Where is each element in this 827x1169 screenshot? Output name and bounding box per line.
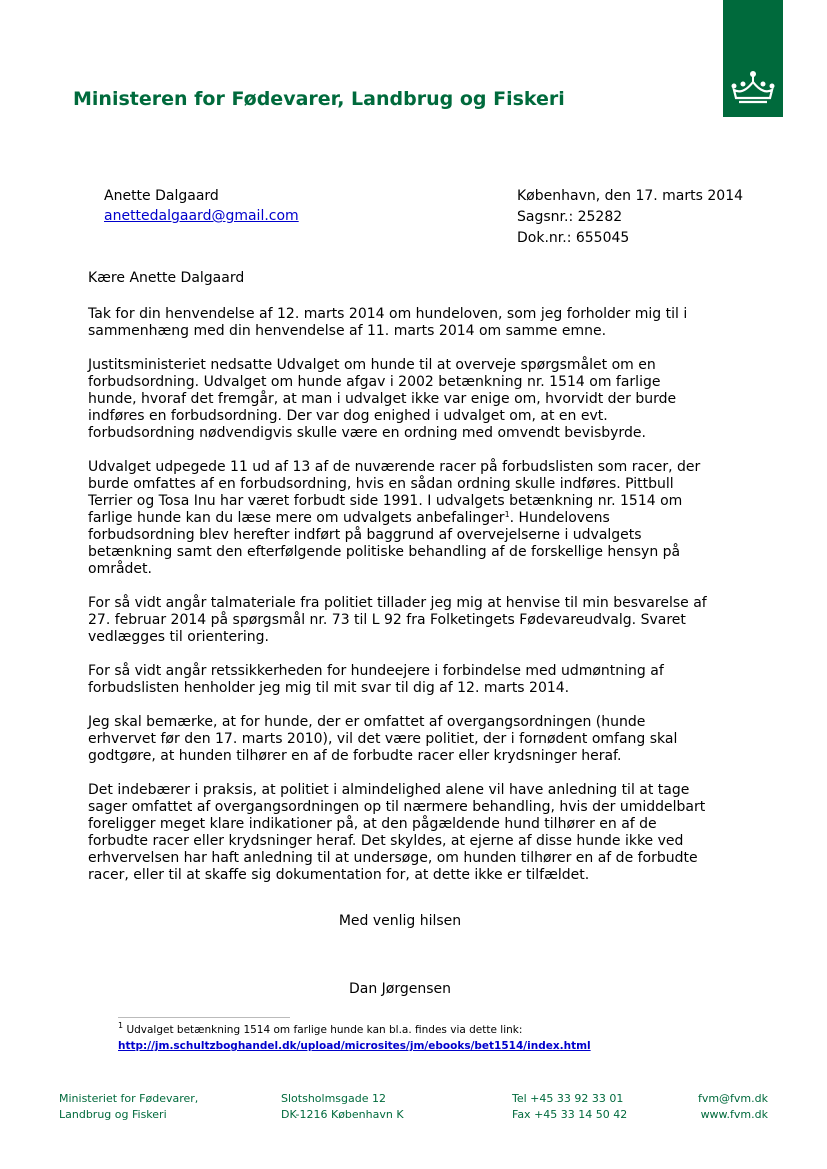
salutation: Kære Anette Dalgaard <box>88 270 245 286</box>
paragraph-1: Tak for din henvendelse af 12. marts 2014 om hundeloven, som jeg forholder mig til i sammenhæng med din henvendelse af 11. marts 2014 om samme emne. <box>88 306 688 339</box>
paragraph-7: Det indebærer i praksis, at politiet i almindelighed alene vil have anledning til at tage sager omfattet af overgangsordningen op til nærmere behandling, hvis der umiddelbart foreligger meget klare indikationer på, at den pågældende hund tilhører en af de forbudte racer eller krydsninger heraf. Det skyldes, at ejerne af disse hunde ikke ved erhvervelsen har haft anledning til at undersøge, om hunden tilhører en af de forbudte racer, eller til at skaffe sig dokumentation for, at dette ikke er tilfældet. <box>88 782 706 883</box>
footnote-divider <box>118 1017 290 1018</box>
footer-phone <box>512 1091 627 1123</box>
footer-fax: Fax +45 33 14 50 42 <box>512 1108 628 1121</box>
ministry-title: Ministeren for Fødevarer, Landbrug og Fiskeri <box>73 88 565 110</box>
case-number: Sagsnr.: 25282 <box>517 209 623 225</box>
footer-street: Slotsholmsgade 12 <box>281 1092 386 1105</box>
paragraph-6: Jeg skal bemærke, at for hunde, der er omfattet af overgangsordningen (hunde erhvervet før den 17. marts 2010), vil det være politiet, der i fornødent omfang skal godtgøre, at hunden tilhører en af de forbudte racer eller krydsninger heraf. <box>88 714 678 764</box>
paragraph-3 <box>88 459 713 578</box>
ministry-logo-block <box>723 0 783 117</box>
recipient-email-link[interactable]: anettedalgaard@gmail.com <box>104 208 299 224</box>
footer-organization <box>59 1091 198 1123</box>
letter-meta <box>517 186 743 249</box>
closing: Med venlig hilsen <box>338 913 462 929</box>
footnote-text: Udvalget betænkning 1514 om farlige hunde kan bl.a. findes via dette link: <box>126 1024 523 1036</box>
place-date: København, den 17. marts 2014 <box>517 188 744 204</box>
signatory: Dan Jørgensen <box>348 981 452 997</box>
crown-icon <box>728 68 778 108</box>
footer-org-line-1: Ministeriet for Fødevarer, <box>59 1092 199 1105</box>
footer-city: DK-1216 København K <box>281 1108 404 1121</box>
footnote-number: 1 <box>118 1021 124 1030</box>
footer-email[interactable]: fvm@fvm.dk <box>697 1092 768 1105</box>
footer-web[interactable]: www.fvm.dk <box>700 1108 768 1121</box>
paragraph-4: For så vidt angår talmateriale fra politiet tillader jeg mig at henvise til min besvarelse af 27. februar 2014 på spørgsmål nr. 73 til L 92 fra Folketingets Fødevareudvalg. Svaret vedlægges til orientering. <box>88 595 707 645</box>
footer-address <box>281 1091 404 1123</box>
paragraph-3-part-b: . Hundelovens forbudsordning blev herefter indført på baggrund af overvejelserne i udvalgets betænkning samt den efterfølgende politiske behandling af de forskellige hensyn på området. <box>88 510 681 577</box>
recipient-name: Anette Dalgaard <box>104 188 219 204</box>
footer-contact <box>697 1091 768 1123</box>
paragraph-5: For så vidt angår retssikkerheden for hundeejere i forbindelse med udmøntning af forbudslisten henholder jeg mig til mit svar til dig af 12. marts 2014. <box>88 663 664 696</box>
paragraph-3-part-a: Udvalget udpegede 11 ud af 13 af de nuværende racer på forbudslisten som racer, der burde omfattes af en forbudsordning, hvis en sådan ordning skulle indføres. Pittbull Terrier og Tosa Inu har været forbudt side 1991. I udvalgets betænkning nr. 1514 om farlige hunde kan du læse mere om udvalgets anbefalinger <box>88 459 701 526</box>
document-number: Dok.nr.: 655045 <box>517 230 630 246</box>
footnote-link[interactable]: http://jm.schultzboghandel.dk/upload/microsites/jm/ebooks/bet1514/index.html <box>118 1040 591 1052</box>
letter-body <box>88 270 713 901</box>
footer-org-line-2: Landbrug og Fiskeri <box>59 1108 167 1121</box>
paragraph-2: Justitsministeriet nedsatte Udvalget om hunde til at overveje spørgsmålet om en forbudsordning. Udvalget om hunde afgav i 2002 betænkning nr. 1514 om farlige hunde, hvoraf det fremgår, at man i udvalget ikke var enige om, hvorvidt der burde indføres en forbudsordning. Der var dog enighed i udvalget om, at en evt. forbudsordning nødvendigvis skulle være en ordning med omvendt bevisbyrde. <box>88 357 677 441</box>
recipient-block <box>104 186 299 226</box>
footnote <box>118 1022 591 1054</box>
footnote-reference: 1 <box>504 510 510 519</box>
footer-tel: Tel +45 33 92 33 01 <box>512 1092 624 1105</box>
